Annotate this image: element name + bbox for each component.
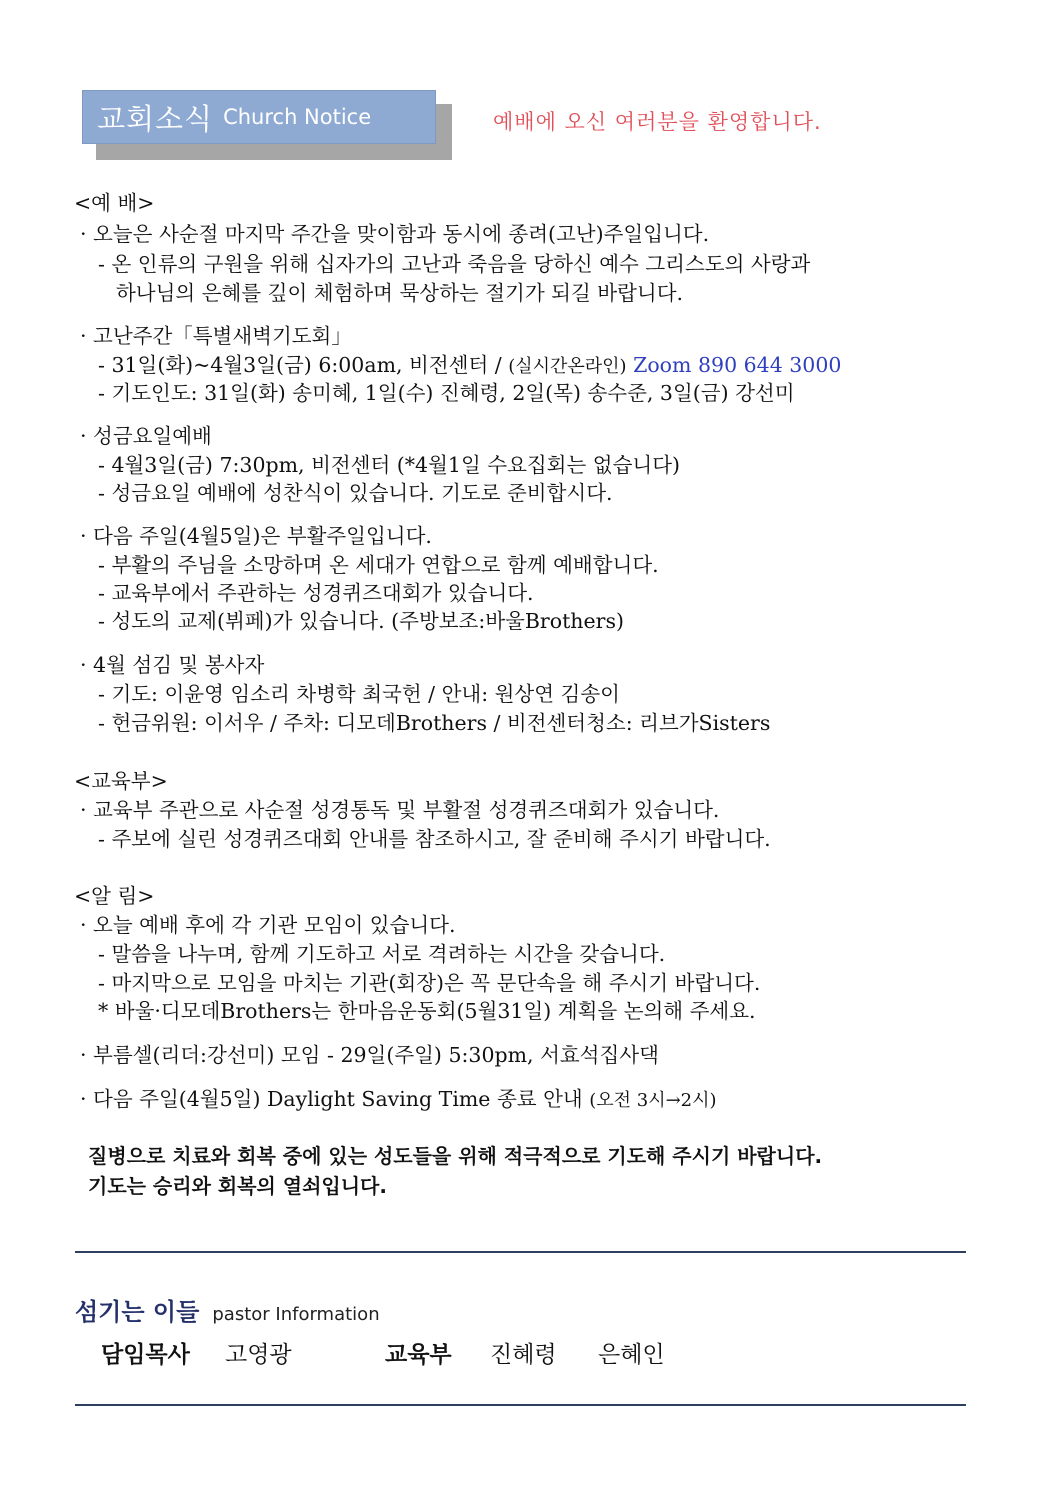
- dst-notice: · 다음 주일(4월5일) Daylight Saving Time 종료 안내: [80, 1087, 583, 1111]
- worship-line: · 4월 섬김 및 봉사자: [80, 653, 265, 677]
- worship-heading: <예 배>: [74, 191, 155, 215]
- staff-title-english: pastor Information: [212, 1304, 380, 1325]
- notice-line: - 말씀을 나누며, 함께 기도하고 서로 격려하는 시간을 갖습니다.: [98, 942, 666, 966]
- worship-line: · 오늘은 사순절 마지막 주간을 맞이함과 동시에 종려(고난)주일입니다.: [80, 222, 710, 246]
- staff-title: [75, 1292, 380, 1327]
- notice-line: * 바울·디모데Brothers는 한마음운동회(5월31일) 계획을 논의해 주세요.: [98, 999, 756, 1023]
- staff-name: 진혜령: [490, 1342, 557, 1368]
- worship-line: · 다음 주일(4월5일)은 부활주일입니다.: [80, 524, 432, 548]
- education-line: · 교육부 주관으로 사순절 성경통독 및 부활절 성경퀴즈대회가 있습니다.: [80, 798, 720, 822]
- title-english: Church Notice: [223, 105, 372, 129]
- staff-name: 은혜인: [598, 1342, 665, 1368]
- worship-line: - 성도의 교제(뷔페)가 있습니다. (주방보조:바울Brothers): [98, 609, 624, 633]
- title-korean: 교회소식: [97, 101, 214, 136]
- divider-top: [75, 1251, 966, 1253]
- section-header: [82, 90, 436, 144]
- staff-role: [385, 1336, 452, 1369]
- staff-role: [101, 1336, 190, 1369]
- worship-line: - 교육부에서 주관하는 성경퀴즈대회가 있습니다.: [98, 581, 534, 605]
- worship-line: - 4월3일(금) 7:30pm, 비전센터 (*4월1일 수요집회는 없습니다): [98, 453, 681, 477]
- title-box: [82, 90, 436, 144]
- dawn-prayer-schedule: - 31일(화)~4월3일(금) 6:00am, 비전센터 /: [98, 353, 509, 377]
- staff-name: 고영광: [225, 1342, 292, 1368]
- prayer-request: 기도는 승리와 회복의 열쇠입니다.: [88, 1174, 387, 1198]
- divider-bottom: [75, 1404, 966, 1406]
- notice-line: [80, 1082, 717, 1112]
- education-heading: <교육부>: [74, 769, 168, 793]
- worship-line: - 부활의 주님을 소망하며 온 세대가 연합으로 함께 예배합니다.: [98, 553, 659, 577]
- notice-heading: <알 림>: [74, 884, 155, 908]
- worship-line: - 헌금위원: 이서우 / 주차: 디모데Brothers / 비전센터청소: 리브가Sisters: [98, 711, 771, 735]
- education-line: - 주보에 실린 성경퀴즈대회 안내를 참조하시고, 잘 준비해 주시기 바랍니다.: [98, 827, 771, 851]
- worship-line: - 기도: 이윤영 임소리 차병학 최국헌 / 안내: 원상연 김송이: [98, 682, 620, 706]
- welcome-message: 예배에 오신 여러분을 환영합니다.: [493, 110, 822, 134]
- prayer-request: 질병으로 치료와 회복 중에 있는 성도들을 위해 적극적으로 기도해 주시기 바랍니다.: [88, 1144, 823, 1168]
- worship-line: 하나님의 은혜를 깊이 체험하며 묵상하는 절기가 되길 바랍니다.: [116, 281, 684, 305]
- worship-line: - 온 인류의 구원을 위해 십자가의 고난과 죽음을 당하신 예수 그리스도의 사랑과: [98, 252, 811, 276]
- notice-line: · 오늘 예배 후에 각 기관 모임이 있습니다.: [80, 913, 456, 937]
- staff-title-korean: 섬기는 이들: [75, 1298, 200, 1326]
- notice-line: · 부름셀(리더:강선미) 모임 - 29일(주일) 5:30pm, 서효석집사댁: [80, 1043, 659, 1067]
- role-education: 교육부: [385, 1342, 452, 1368]
- zoom-id: Zoom 890 644 3000: [626, 353, 842, 377]
- notice-line: - 마지막으로 모임을 마치는 기관(회장)은 꼭 문단속을 해 주시기 바랍니다.: [98, 971, 761, 995]
- role-senior-pastor: 담임목사: [101, 1342, 190, 1368]
- worship-line: - 성금요일 예배에 성찬식이 있습니다. 기도로 준비합시다.: [98, 481, 613, 505]
- online-label: (실시간온라인): [508, 356, 627, 377]
- dst-time-change: (오전 3시→2시): [589, 1090, 717, 1111]
- worship-line: · 성금요일예배: [80, 424, 212, 448]
- worship-line: - 기도인도: 31일(화) 송미혜, 1일(수) 진혜령, 2일(목) 송수준, 3일(금) 강선미: [98, 381, 795, 405]
- worship-line: · 고난주간「특별새벽기도회」: [80, 324, 352, 348]
- worship-line: [98, 348, 841, 378]
